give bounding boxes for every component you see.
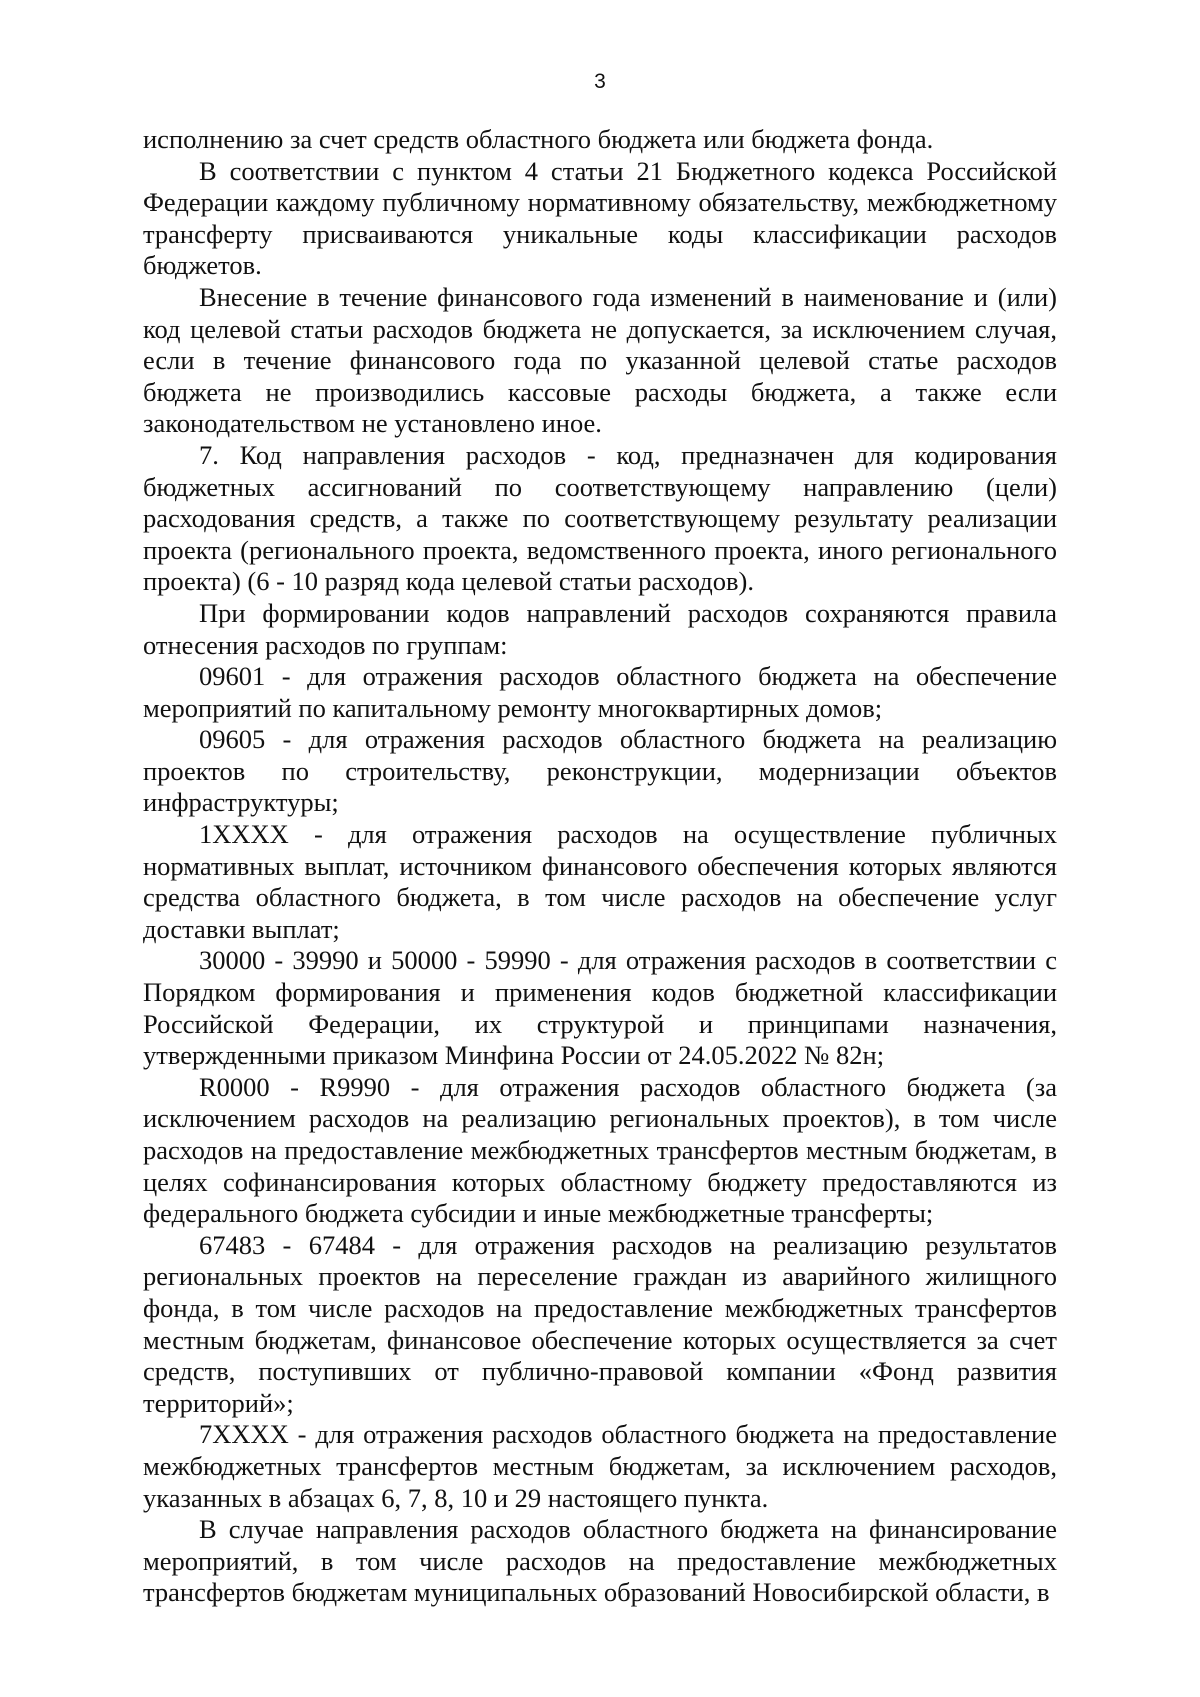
paragraph-code-67483-67484: 67483 - 67484 - для отражения расходов на реализацию результатов региональных проектов на переселение граждан из аварийного жилищного фонда, в том числе расходов на предоставление межбюджетных трансфертов местным бюджетам, финансовое обеспечение которых осуществляется за счет средств, поступивших от публично-правовой компании «Фонд развития территорий»; [143, 1229, 1057, 1418]
paragraph-direction-expenses: В случае направления расходов областного бюджета на финансирование мероприятий, в том числе расходов на предоставление межбюджетных трансфертов бюджетам муниципальных образований Новосибирской области, в [143, 1514, 1057, 1608]
paragraph-code-7xxxx: 7XXXX - для отражения расходов областного бюджета на предоставление межбюджетных трансфертов местным бюджетам, за исключением расходов, указанных в абзацах 6, 7, 8, 10 и 29 настоящего пункта. [143, 1419, 1057, 1513]
paragraph-code-30000-59990: 30000 - 39990 и 50000 - 59990 - для отражения расходов в соответствии с Порядком формирования и применения кодов бюджетной классификации Российской Федерации, их структурой и принципами назначения, утвержденными приказом Минфина России от 24.05.2022 № 82н; [143, 945, 1057, 1071]
paragraph-budget-code-article: В соответствии с пунктом 4 статьи 21 Бюджетного кодекса Российской Федерации каждому публичному нормативному обязательству, межбюджетному трансферту присваиваются уникальные коды классификации расходов бюджетов. [143, 155, 1057, 281]
paragraph-item-7-direction-code: 7. Код направления расходов - код, предназначен для кодирования бюджетных ассигнований по соответствующему направлению (цели) расходования средств, а также по соответствующему результату реализации проекта (регионального проекта, ведомственного проекта, иного регионального проекта) (6 - 10 разряд кода целевой статьи расходов). [143, 439, 1057, 597]
paragraph-code-09601: 09601 - для отражения расходов областного бюджета на обеспечение мероприятий по капитальному ремонту многоквартирных домов; [143, 661, 1057, 723]
paragraph-grouping-rules: При формировании кодов направлений расходов сохраняются правила отнесения расходов по группам: [143, 597, 1057, 660]
paragraph-code-r0000-r9990: R0000 - R9990 - для отражения расходов областного бюджета (за исключением расходов на реализацию региональных проектов), в том числе расходов на предоставление межбюджетных трансфертов местным бюджетам, в целях софинансирования которых областному бюджету предоставляются из федерального бюджета субсидии и иные межбюджетные трансферты; [143, 1071, 1057, 1229]
document-body [143, 124, 1057, 1609]
paragraph-target-article-changes: Внесение в течение финансового года изменений в наименование и (или) код целевой статьи расходов бюджета не допускается, за исключением случая, если в течение финансового года по указанной целевой статье расходов бюджета не производились кассовые расходы бюджета, а также если законодательством не установлено иное. [143, 281, 1057, 439]
paragraph-continuation: исполнению за счет средств областного бюджета или бюджета фонда. [143, 124, 934, 154]
paragraph-code-09605: 09605 - для отражения расходов областного бюджета на реализацию проектов по строительству, реконструкции, модернизации объектов инфраструктуры; [143, 724, 1057, 818]
page-number: 3 [594, 70, 606, 93]
paragraph-code-1xxxx: 1XXXX - для отражения расходов на осуществление публичных нормативных выплат, источником финансового обеспечения которых являются средства областного бюджета, в том числе расходов на обеспечение услуг доставки выплат; [143, 819, 1057, 944]
